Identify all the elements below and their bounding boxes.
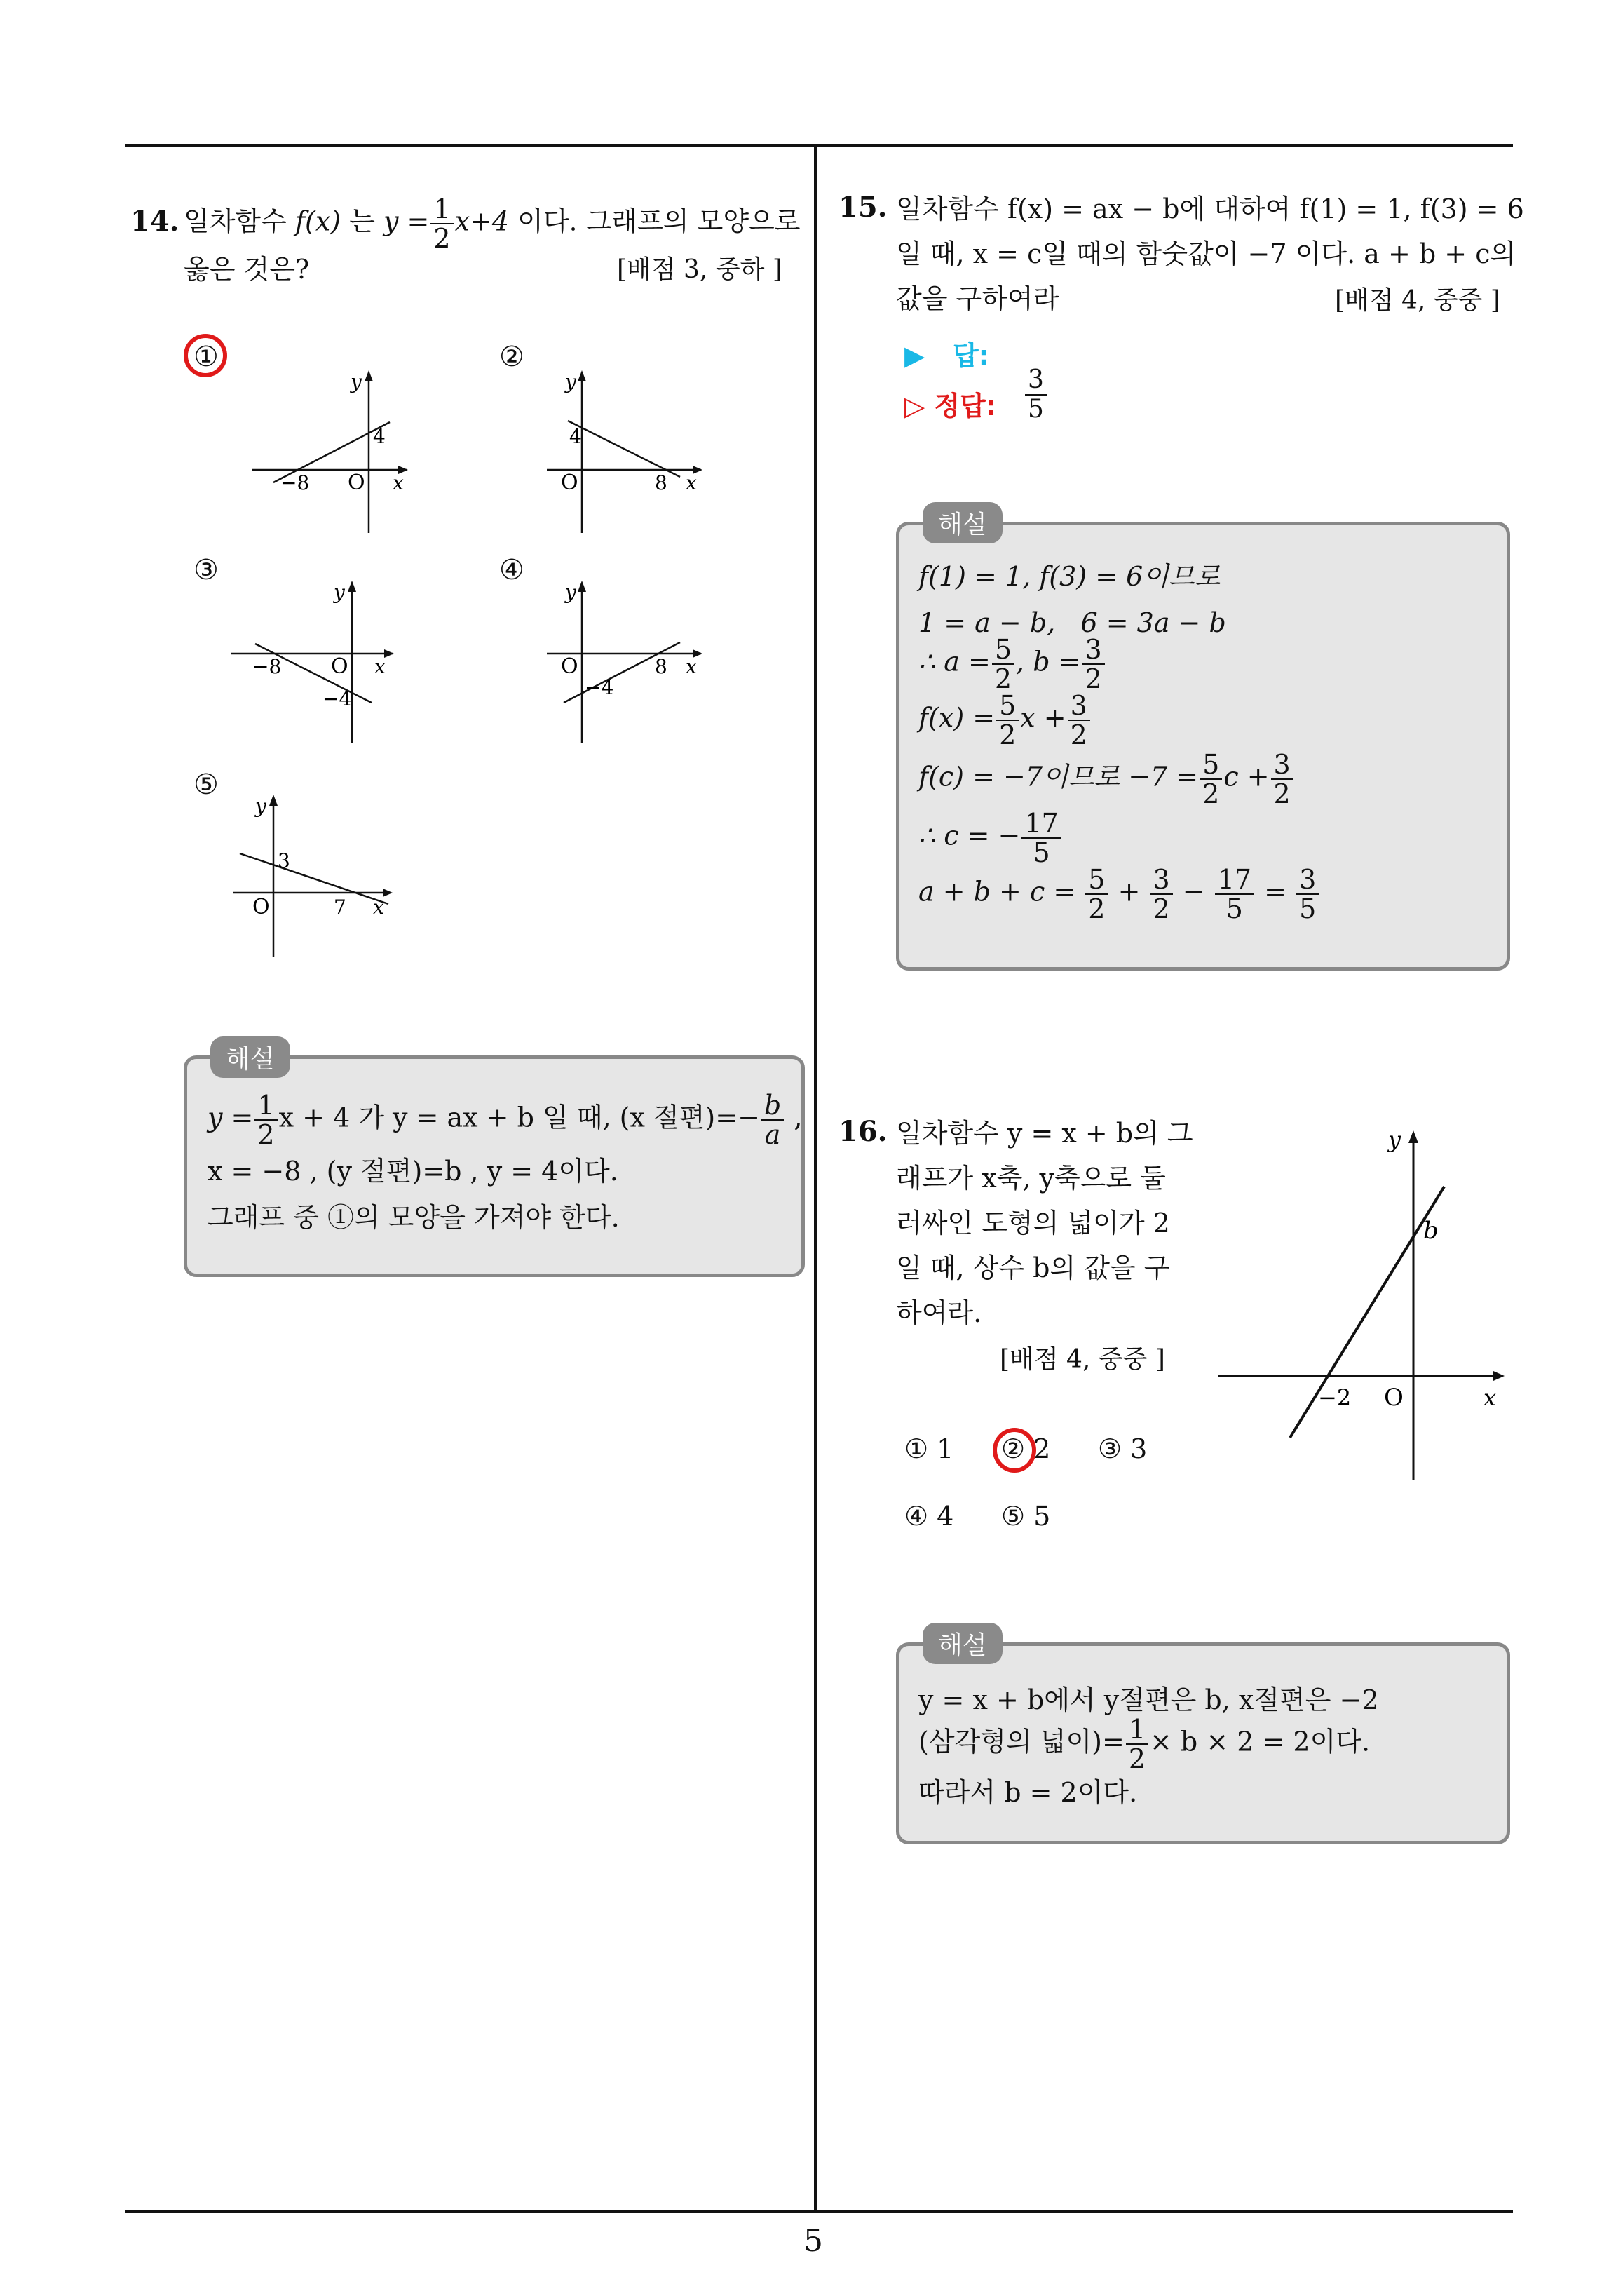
q16-g-y-label: y <box>1388 1126 1401 1153</box>
q15-correct-den: 5 <box>1028 395 1044 424</box>
q15-sol-line1: f(1) = 1, f(3) = 6이므로 <box>918 561 1221 592</box>
q16-sol-l2a: (삼각형의 넓이)= <box>918 1726 1125 1757</box>
q15-sol-l6-frac <box>1021 809 1061 867</box>
q15-answer-label: ▶ 답: <box>904 340 989 371</box>
q15-sol-l7-n1: 5 <box>1085 865 1108 895</box>
q16-g-x-label: x <box>1483 1384 1497 1411</box>
q15-tag: [배점 4, 중중 ] <box>1335 286 1500 315</box>
q15-sol-l4-n2: 3 <box>1068 691 1090 721</box>
q14-sol-frac1 <box>254 1091 277 1149</box>
q15-sol-line6 <box>918 809 1063 867</box>
g5-x-intercept: 7 <box>334 896 346 919</box>
q15-correct-frac <box>1025 366 1047 424</box>
q14-tag: [배점 3, 중하 ] <box>617 255 782 284</box>
q16-g-origin: O <box>1384 1384 1404 1412</box>
q14-text-c: 이다. 그래프의 모양으로 <box>517 205 801 237</box>
q16-sol-line1: y = x + b에서 y절편은 b, x절편은 −2 <box>918 1684 1379 1715</box>
q15-sol-l4a: f(x) = <box>918 702 996 734</box>
q16-line4: 일 때, 상수 b의 값을 구 <box>896 1252 1170 1283</box>
q16-selected-circle-mark <box>993 1428 1036 1473</box>
q15-sol-l4-n1: 5 <box>996 691 1019 721</box>
q14-frac <box>430 195 453 252</box>
q15-line1: 일차함수 f(x) = ax − b에 대하여 f(1) = 1, f(3) = 6 <box>896 194 1524 224</box>
q16-tag: [배점 4, 중중 ] <box>1000 1345 1165 1374</box>
q16-option-2[interactable]: ② 2 <box>1001 1433 1051 1464</box>
q16-sol-line3: 따라서 b = 2이다. <box>918 1777 1138 1808</box>
q16-graph <box>1213 1122 1507 1487</box>
bottom-rule <box>125 2210 1513 2213</box>
q14-choice-4-label[interactable]: ④ <box>499 554 524 586</box>
q16-sol-line2 <box>918 1715 1370 1773</box>
q15-sol-l7-frac2 <box>1150 865 1173 923</box>
q15-sol-l7-frac3 <box>1215 865 1254 923</box>
q16-line1: 일차함수 y = x + b의 그 <box>896 1118 1193 1149</box>
q14-solution-line1 <box>208 1091 802 1149</box>
q15-sol-l3-d2: 2 <box>1085 663 1102 694</box>
q16-sol-l2b: × b × 2 = 2이다. <box>1150 1726 1371 1757</box>
q15-sol-line4 <box>918 691 1092 749</box>
q15-sol-l5-n1: 5 <box>1200 750 1222 780</box>
page-number: 5 <box>803 2223 823 2259</box>
q15-sol-l5a: f(c) = −7이므로 −7 = <box>918 761 1199 792</box>
q14-graph-5 <box>224 789 407 964</box>
q15-sol-l4b: x + <box>1020 702 1066 734</box>
g2-x-label: x <box>686 471 697 494</box>
q14-graph-1 <box>245 365 421 540</box>
q15-sol-line7 <box>918 865 1320 923</box>
g5-x-label: x <box>373 896 384 919</box>
q15-sol-line3 <box>918 635 1106 693</box>
q14-graph-3 <box>224 575 407 750</box>
q14-text-b: 는 <box>349 205 375 237</box>
q16-solution-tab: 해설 <box>923 1623 1003 1664</box>
g2-origin-label: O <box>561 471 578 495</box>
q15-sol-l3-frac2 <box>1082 635 1104 693</box>
q16-number: 16. <box>838 1115 888 1148</box>
g5-y-intercept: 3 <box>278 849 290 872</box>
g4-y-intercept: −4 <box>585 676 614 699</box>
q15-sol-l7-d1: 2 <box>1088 893 1106 924</box>
g2-x-intercept: 8 <box>655 471 667 494</box>
g1-y-label: y <box>351 370 362 393</box>
q15-sol-l4-frac2 <box>1068 691 1090 749</box>
q15-sol-line5 <box>918 750 1295 808</box>
g4-y-label: y <box>565 581 576 604</box>
q16-g-x-intercept: −2 <box>1318 1384 1352 1411</box>
q15-sol-l4-d1: 2 <box>999 720 1017 750</box>
q14-eq-lhs: y = <box>383 205 430 237</box>
q14-sol-l1c: , <box>794 1102 803 1133</box>
q15-sol-l6-n: 17 <box>1021 809 1061 839</box>
q15-sol-line2: 1 = a − b, 6 = 3a − b <box>918 607 1226 638</box>
q15-sol-l7-op2: − <box>1182 876 1205 907</box>
q15-sol-l5-d2: 2 <box>1273 778 1291 809</box>
q15-sol-l7-eq: = <box>1264 876 1287 907</box>
q14-line2: 옳은 것은? <box>184 254 310 285</box>
g3-x-label: x <box>374 655 386 678</box>
q15-sol-l5-frac1 <box>1200 750 1222 808</box>
q15-solution-tab: 해설 <box>923 502 1003 543</box>
q16-line3: 러싸인 도형의 넓이가 2 <box>896 1208 1170 1238</box>
g3-origin-label: O <box>331 654 348 679</box>
q15-sol-l5b: c + <box>1223 761 1270 792</box>
q15-line2: 일 때, x = c일 때의 함숫값이 −7 이다. a + b + c의 <box>896 238 1516 269</box>
q16-line5: 하여라. <box>896 1297 982 1328</box>
q15-sol-l7-d4: 5 <box>1299 893 1317 924</box>
g5-origin-label: O <box>252 895 270 919</box>
q15-sol-l3b: , b = <box>1016 646 1081 677</box>
g1-x-intercept: −8 <box>280 471 310 494</box>
q14-solution-line3: 그래프 중 ①의 모양을 가져야 한다. <box>208 1202 620 1233</box>
q15-sol-l7-op1: + <box>1118 876 1141 907</box>
q15-sol-l6-d: 5 <box>1033 837 1050 868</box>
q14-choice-3-label[interactable]: ③ <box>193 554 219 586</box>
q14-frac-den: 2 <box>433 223 451 254</box>
q14-sol-frac2 <box>761 1091 784 1149</box>
q14-sol-frac2-den: a <box>764 1119 781 1150</box>
q16-option-4[interactable]: ④ 4 <box>904 1501 954 1532</box>
q14-text-a: 일차함수 <box>184 205 287 237</box>
q15-correct-answer <box>1024 366 1048 424</box>
q15-sol-l7-d2: 2 <box>1153 893 1170 924</box>
q15-correct-num: 3 <box>1025 366 1047 396</box>
g3-y-label: y <box>334 581 345 604</box>
g3-y-intercept: −4 <box>322 687 352 710</box>
top-rule <box>125 144 1513 147</box>
g1-x-label: x <box>393 471 404 494</box>
q14-choice-1-label[interactable]: ① <box>193 341 219 373</box>
q15-sol-l7-n3: 17 <box>1215 865 1254 895</box>
q15-sol-l6a: ∴ c = − <box>918 820 1021 851</box>
q14-solution-tab: 해설 <box>210 1036 290 1078</box>
q15-sol-l5-frac2 <box>1271 750 1293 808</box>
q14-graph-2 <box>540 365 715 540</box>
g1-y-intercept: 4 <box>373 425 386 448</box>
column-divider <box>814 144 817 2213</box>
q14-choice-2-label[interactable]: ② <box>499 341 524 373</box>
q14-number: 14. <box>130 205 179 238</box>
q14-fx: f(x) <box>294 205 341 237</box>
q14-sol-frac1-den: 2 <box>257 1119 275 1150</box>
q15-sol-l7-n4: 3 <box>1296 865 1319 895</box>
q15-sol-l7-n2: 3 <box>1150 865 1173 895</box>
q14-choice-5-label[interactable]: ⑤ <box>193 769 219 801</box>
g2-y-intercept: 4 <box>569 425 582 448</box>
g2-y-label: y <box>565 370 576 393</box>
g4-x-intercept: 8 <box>655 655 667 678</box>
q16-line2: 래프가 x축, y축으로 둘 <box>896 1163 1166 1194</box>
q14-line1 <box>184 195 800 252</box>
q15-sol-l5-n2: 3 <box>1271 750 1293 780</box>
g4-x-label: x <box>686 655 697 678</box>
q15-line3: 값을 구하여라 <box>896 283 1059 314</box>
q16-g-b-label: b <box>1423 1217 1439 1245</box>
g5-y-label: y <box>255 795 266 818</box>
q15-sol-l3-d1: 2 <box>994 663 1012 694</box>
q14-sol-l1a: y = <box>208 1102 254 1133</box>
q16-option-1[interactable]: ① 1 <box>904 1433 954 1464</box>
q15-sol-l3a: ∴ a = <box>918 646 991 677</box>
q15-sol-l3-frac1 <box>992 635 1014 693</box>
q15-sol-l5-d1: 2 <box>1202 778 1220 809</box>
q15-correct-label: ▷ 정답: <box>904 391 997 421</box>
q15-sol-l3-n1: 5 <box>992 635 1014 665</box>
q14-solution-line2: x = −8 , (y 절편)=b , y = 4이다. <box>208 1156 618 1187</box>
g1-origin-label: O <box>348 471 365 495</box>
q15-sol-l7-frac1 <box>1085 865 1108 923</box>
q15-sol-l4-frac1 <box>996 691 1019 749</box>
q14-sol-frac2-num: b <box>761 1091 784 1121</box>
q15-sol-l7-d3: 5 <box>1225 893 1243 924</box>
g4-origin-label: O <box>561 654 578 679</box>
q16-option-5[interactable]: ⑤ 5 <box>1001 1501 1051 1532</box>
q15-sol-l7-frac4 <box>1296 865 1319 923</box>
q14-frac-num: 1 <box>430 195 453 224</box>
q14-selected-circle-mark <box>184 334 227 377</box>
q16-sol-frac-num: 1 <box>1126 1715 1148 1745</box>
q16-sol-frac-den: 2 <box>1128 1743 1146 1774</box>
q16-sol-frac <box>1126 1715 1148 1773</box>
q15-number: 15. <box>838 191 888 224</box>
q15-sol-l4-d2: 2 <box>1070 720 1087 750</box>
q16-option-3[interactable]: ③ 3 <box>1098 1433 1148 1464</box>
q14-graph-4 <box>540 575 715 750</box>
q14-sol-l1b: x + 4 가 y = ax + b 일 때, (x 절편)=− <box>278 1102 760 1133</box>
g3-x-intercept: −8 <box>252 655 282 678</box>
q15-sol-l3-n2: 3 <box>1082 635 1104 665</box>
q15-sol-l7a: a + b + c = <box>918 876 1076 907</box>
q14-eq-rhs: x+4 <box>454 205 510 237</box>
q14-sol-frac1-num: 1 <box>254 1091 277 1121</box>
